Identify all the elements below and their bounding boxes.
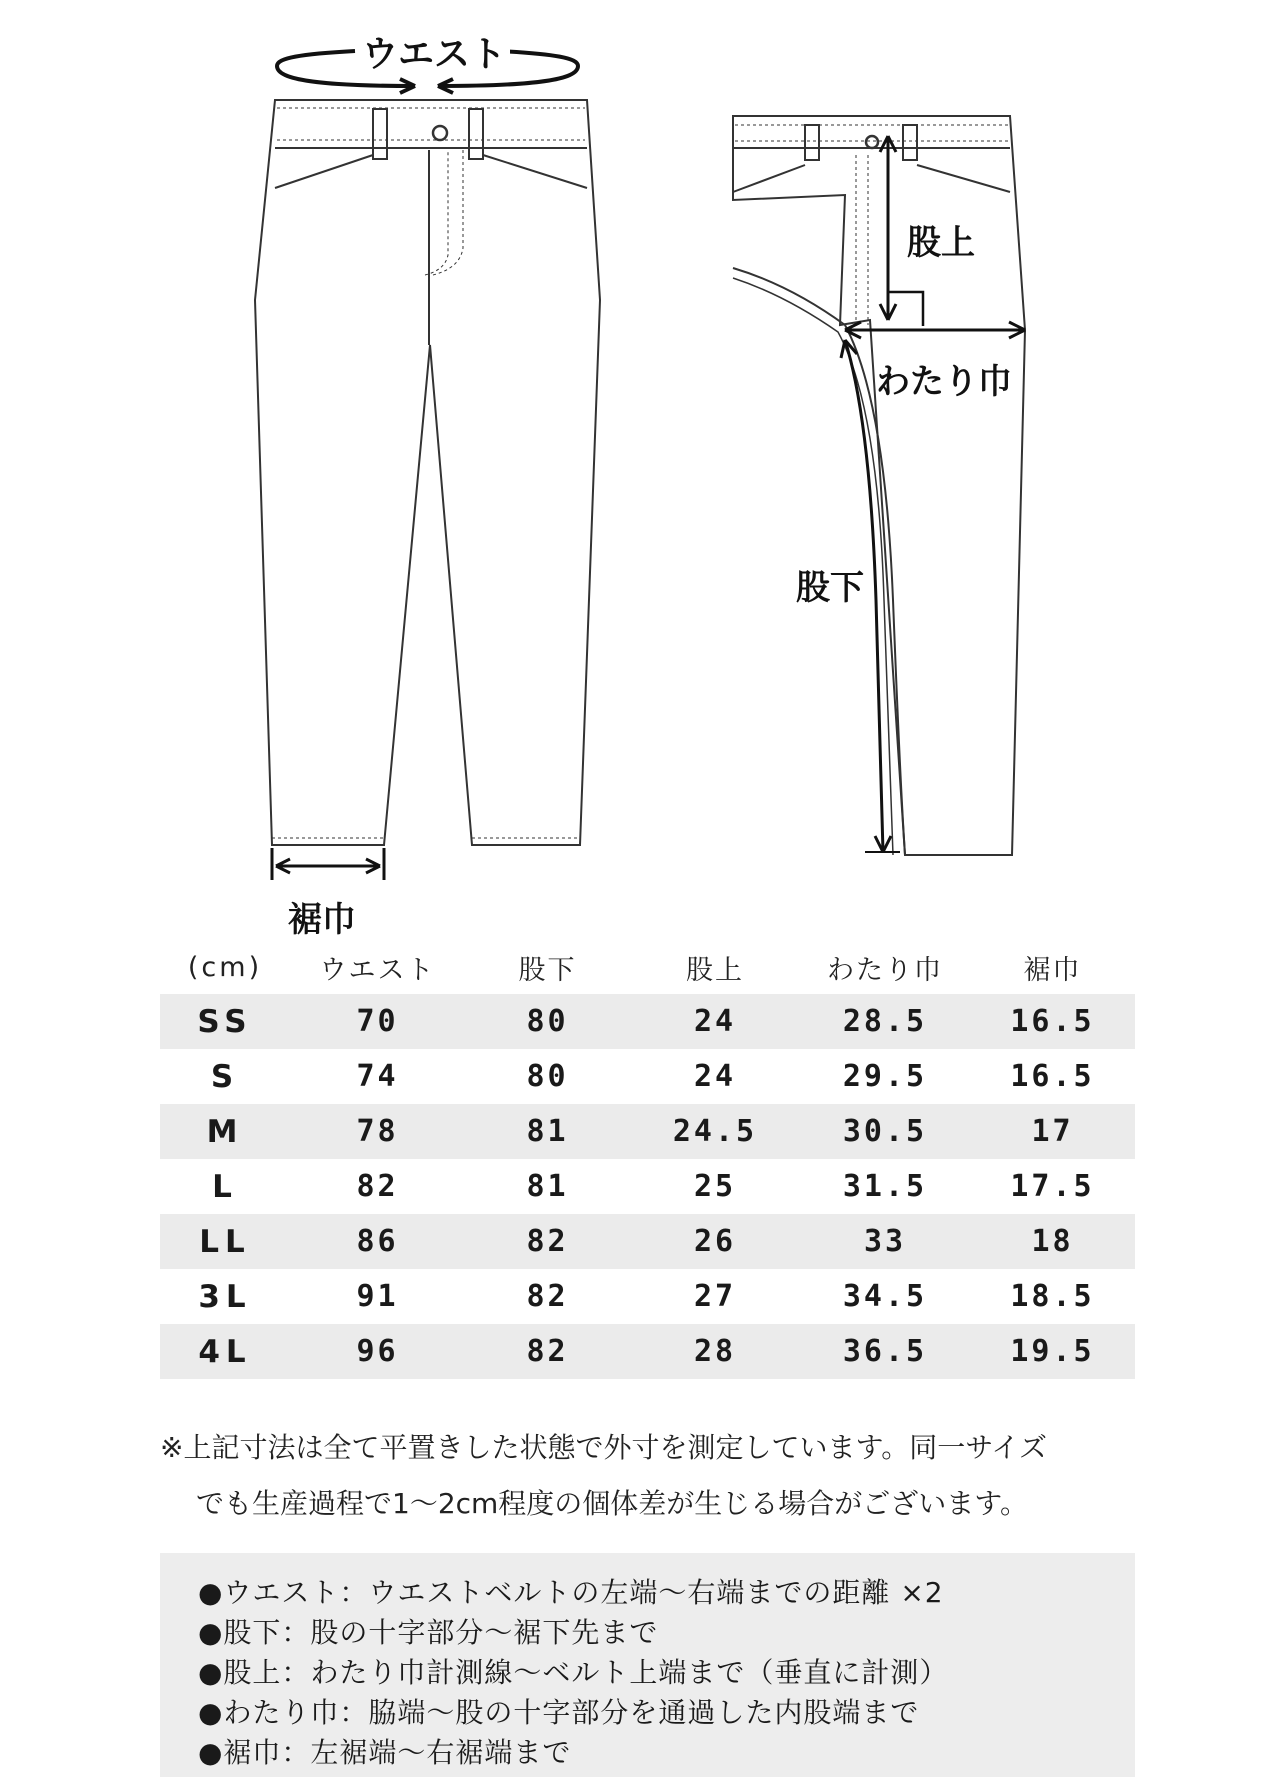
value-cell: 31.5 [842, 1169, 928, 1204]
value-cell: 28.5 [800, 994, 970, 1049]
value-cell: 78 [290, 1104, 465, 1159]
header-hem: 裾巾 [1023, 954, 1082, 986]
value-cell: 24.5 [630, 1104, 800, 1159]
table-row [160, 1049, 1135, 1104]
header-thigh: わたり巾 [827, 954, 943, 986]
value-cell: 80 [465, 994, 630, 1049]
rise-label: 股上 [907, 223, 975, 263]
table-row [160, 1324, 1135, 1379]
size-cell: LL [160, 1214, 290, 1269]
value-cell: 18 [970, 1214, 1135, 1269]
hem-arrow [272, 848, 384, 880]
value-cell: 27 [693, 1279, 737, 1314]
value-cell: 86 [290, 1214, 465, 1269]
value-cell: 16.5 [1010, 1059, 1095, 1094]
definition-inseam: ●股下：股の十字部分～裾下先まで [198, 1616, 659, 1649]
header-rise: 股上 [686, 954, 744, 986]
table-row [160, 1269, 1135, 1324]
measurement-definitions [160, 1553, 1135, 1777]
unit-header: (cm) [187, 951, 263, 983]
size-cell: 3L [198, 1278, 252, 1315]
value-cell: 96 [290, 1324, 465, 1379]
waist-label: ウエスト [358, 26, 510, 77]
value-cell: 36.5 [800, 1324, 970, 1379]
value-cell: 16.5 [970, 994, 1135, 1049]
value-cell: 70 [290, 994, 465, 1049]
header-waist: ウエスト [319, 954, 436, 986]
size-cell: SS [160, 994, 290, 1049]
value-cell: 82 [465, 1214, 630, 1269]
value-cell: 80 [526, 1059, 569, 1094]
definition-thigh: ●わたり巾：脇端～股の十字部分を通過した内股端まで [198, 1696, 920, 1729]
value-cell: 30.5 [800, 1104, 970, 1159]
value-cell: 81 [526, 1169, 569, 1204]
value-cell: 17.5 [1010, 1169, 1095, 1204]
definition-hem: ●裾巾：左裾端～右裾端まで [198, 1736, 572, 1769]
table-header-row [160, 940, 1135, 994]
size-cell: S [210, 1058, 240, 1095]
note-line-2: でも生産過程で1～2cm程度の個体差が生じる場合がございます。 [196, 1487, 1029, 1520]
value-cell: 91 [356, 1279, 399, 1314]
note-line-1: ※上記寸法は全て平置きした状態で外寸を測定しています。同一サイズ [160, 1431, 1047, 1464]
size-table [160, 940, 1135, 1379]
definition-rise: ●股上：わたり巾計測線～ベルト上端まで（垂直に計測） [198, 1656, 949, 1689]
value-cell: 74 [356, 1059, 399, 1094]
value-cell: 82 [356, 1169, 399, 1204]
value-cell: 19.5 [970, 1324, 1135, 1379]
value-cell: 34.5 [842, 1279, 928, 1314]
front-view-pants [255, 100, 600, 845]
value-cell: 26 [630, 1214, 800, 1269]
value-cell: 25 [693, 1169, 737, 1204]
header-inseam: 股下 [518, 954, 577, 986]
value-cell: 82 [465, 1324, 630, 1379]
size-cell: 4L [160, 1324, 290, 1379]
value-cell: 82 [526, 1279, 569, 1314]
table-row [160, 1104, 1135, 1159]
value-cell: 18.5 [1010, 1279, 1095, 1314]
table-row [160, 1214, 1135, 1269]
thigh-label: わたり巾 [876, 362, 1012, 402]
table-row [160, 1159, 1135, 1214]
value-cell: 33 [800, 1214, 970, 1269]
value-cell: 29.5 [842, 1059, 928, 1094]
hem-label: 裾巾 [288, 900, 356, 940]
measurement-note [160, 1420, 1140, 1532]
definition-waist: ●ウエスト：ウエストベルトの左端～右端までの距離 ×2 [198, 1576, 944, 1609]
inseam-label: 股下 [796, 568, 864, 608]
value-cell: 24 [693, 1059, 737, 1094]
value-cell: 24 [630, 994, 800, 1049]
value-cell: 81 [465, 1104, 630, 1159]
size-cell: L [212, 1168, 238, 1205]
value-cell: 17 [970, 1104, 1135, 1159]
table-row [160, 994, 1135, 1049]
value-cell: 28 [630, 1324, 800, 1379]
size-cell: M [160, 1104, 290, 1159]
